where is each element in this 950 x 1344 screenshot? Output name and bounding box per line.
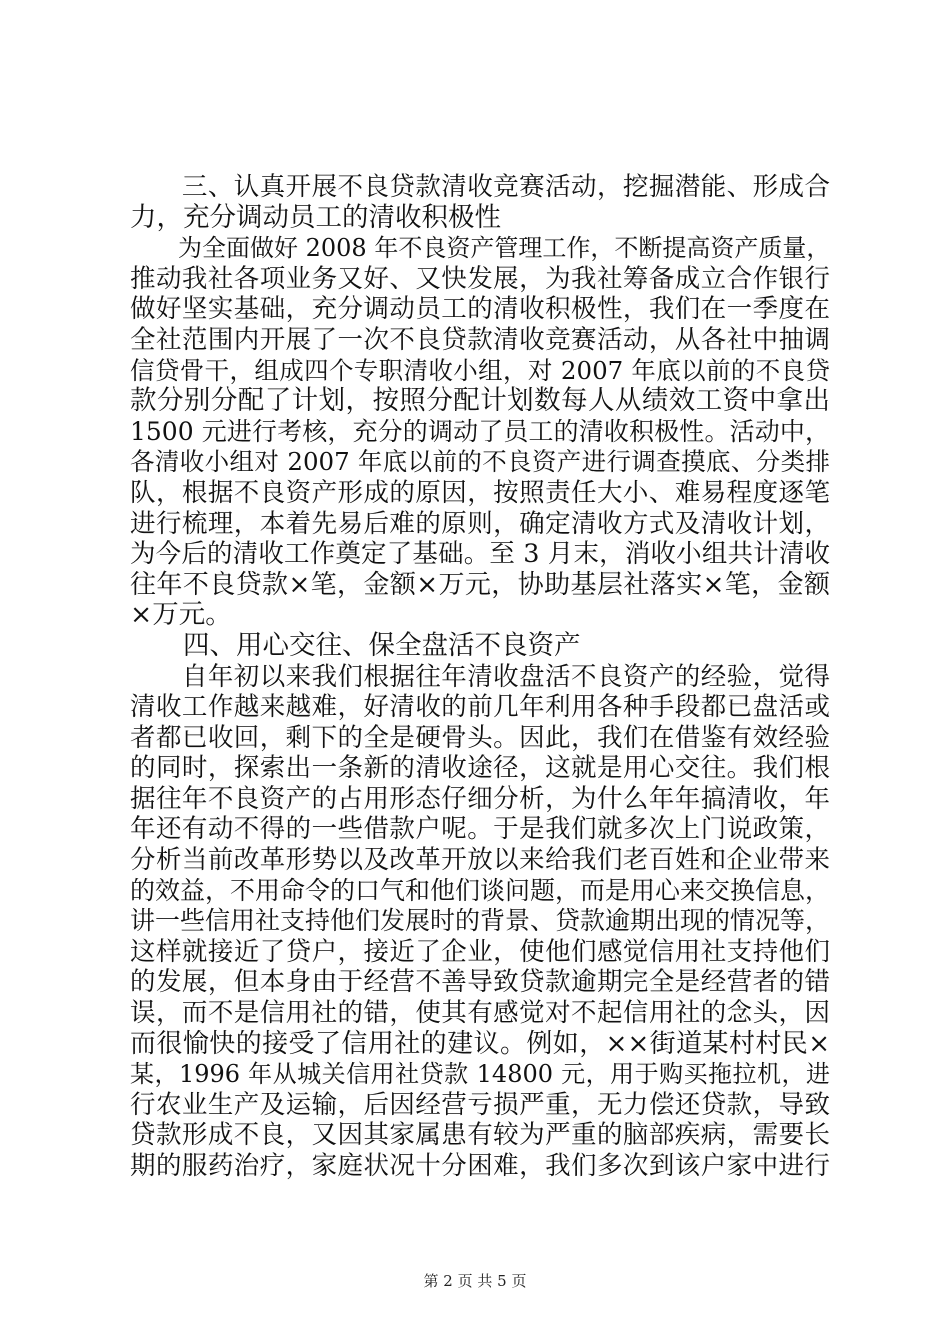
text-line: 1500 元进行考核，充分的调动了员工的清收积极性。活动中， xyxy=(130,416,830,446)
document-body xyxy=(130,172,830,1182)
text-line: 期的服药治疗，家庭状况十分困难，我们多次到该户家中进行 xyxy=(130,1151,830,1181)
text-line: 进行梳理，本着先易后难的原则，确定清收方式及清收计划， xyxy=(130,508,830,539)
text-line: 推动我社各项业务又好、又快发展，为我社筹备成立合作银行 xyxy=(130,263,830,294)
text-line: 款分别分配了计划，按照分配计划数每人从绩效工资中拿出 xyxy=(130,386,830,417)
text-line: 为全面做好 2008 年不良资产管理工作，不断提高资产质量， xyxy=(130,234,830,263)
text-line: 者都已收回，剩下的全是硬骨头。因此，我们在借鉴有效经验 xyxy=(130,722,830,753)
text-line: 全社范围内开展了一次不良贷款清收竞赛活动，从各社中抽调 xyxy=(130,324,830,355)
text-line: 为今后的清收工作奠定了基础。至 3 月末，消收小组共计清收 xyxy=(130,539,830,570)
text-line: 这样就接近了贷户，接近了企业，使他们感觉信用社支持他们 xyxy=(130,936,830,967)
text-line: 的同时，探索出一条新的清收途径，这就是用心交往。我们根 xyxy=(130,753,830,784)
text-line: 队，根据不良资产形成的原因，按照责任大小、难易程度逐笔 xyxy=(130,477,830,508)
text-line: 的效益，不用命令的口气和他们谈问题，而是用心来交换信息， xyxy=(130,875,830,905)
page-footer: 第 2 页 共 5 页 xyxy=(423,1272,527,1290)
text-line: ×万元。 xyxy=(130,600,232,631)
text-line: 做好坚实基础，充分调动员工的清收积极性，我们在一季度在 xyxy=(130,294,830,325)
text-line: 贷款形成不良，又因其家属患有较为严重的脑部疾病，需要长 xyxy=(130,1120,830,1151)
text-line: 年还有动不得的一些借款户呢。于是我们就多次上门说政策， xyxy=(130,814,830,845)
text-line: 讲一些信用社支持他们发展时的背景、贷款逾期出现的情况等， xyxy=(130,906,830,936)
text-line: 四、用心交往、保全盘活不良资产 xyxy=(130,630,581,661)
text-line: 清收工作越来越难，好清收的前几年利用各种手段都已盘活或 xyxy=(130,692,830,723)
text-line: 各清收小组对 2007 年底以前的不良资产进行调查摸底、分类排 xyxy=(130,447,830,477)
text-line: 误，而不是信用社的错，使其有感觉对不起信用社的念头，因 xyxy=(130,998,830,1029)
text-line: 力，充分调动员工的清收积极性 xyxy=(130,202,501,233)
text-line: 三、认真开展不良贷款清收竞赛活动，挖掘潜能、形成合 xyxy=(130,172,830,202)
text-line: 往年不良贷款×笔，金额×万元，协助基层社落实×笔，金额 xyxy=(130,569,830,600)
text-line: 分析当前改革形势以及改革开放以来给我们老百姓和企业带来 xyxy=(130,845,830,876)
text-line: 自年初以来我们根据往年清收盘活不良资产的经验，觉得 xyxy=(130,661,830,692)
text-line: 的发展，但本身由于经营不善导致贷款逾期完全是经营者的错 xyxy=(130,967,830,998)
text-line: 某，1996 年从城关信用社贷款 14800 元，用于购买拖拉机，进 xyxy=(130,1060,830,1089)
text-line: 行农业生产及运输，后因经营亏损严重，无力偿还贷款，导致 xyxy=(130,1089,830,1120)
text-line: 据往年不良资产的占用形态仔细分析，为什么年年搞清收，年 xyxy=(130,783,830,814)
text-line: 而很愉快的接受了信用社的建议。例如，××街道某村村民× xyxy=(130,1028,830,1059)
text-line: 信贷骨干，组成四个专职清收小组，对 2007 年底以前的不良贷 xyxy=(130,355,830,385)
